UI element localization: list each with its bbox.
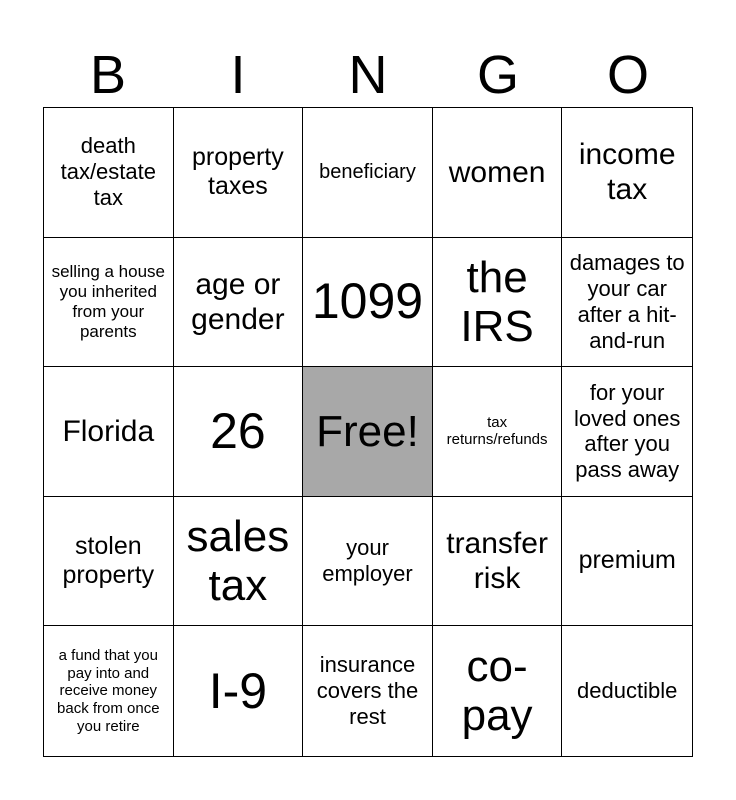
header-letter-n: N <box>348 45 388 105</box>
bingo-header <box>43 42 693 108</box>
bingo-cell[interactable]: insurance covers the rest <box>303 626 433 756</box>
bingo-cell[interactable]: co-pay <box>433 626 563 756</box>
bingo-cell[interactable]: I-9 <box>174 626 304 756</box>
bingo-cell[interactable]: your employer <box>303 497 433 627</box>
bingo-cell[interactable]: 1099 <box>303 238 433 368</box>
bingo-cell[interactable]: sales tax <box>174 497 304 627</box>
bingo-cell[interactable]: death tax/estate tax <box>44 108 174 238</box>
bingo-cell[interactable]: transfer risk <box>433 497 563 627</box>
bingo-cell[interactable]: age or gender <box>174 238 304 368</box>
bingo-cell[interactable]: women <box>433 108 563 238</box>
header-letter-g: G <box>476 45 519 105</box>
bingo-cell[interactable]: stolen property <box>44 497 174 627</box>
free-space-cell[interactable]: Free! <box>303 367 433 497</box>
bingo-cell[interactable]: property taxes <box>174 108 304 238</box>
bingo-cell[interactable]: income tax <box>562 108 692 238</box>
header-letter-b: B <box>89 45 127 105</box>
bingo-cell[interactable]: premium <box>562 497 692 627</box>
bingo-board <box>43 107 693 757</box>
bingo-cell[interactable]: damages to your car after a hit-and-run <box>562 238 692 368</box>
header-letter-i: I <box>230 45 246 105</box>
bingo-cell[interactable]: selling a house you inherited from your parents <box>44 238 174 368</box>
bingo-cell[interactable]: for your loved ones after you pass away <box>562 367 692 497</box>
bingo-cell[interactable]: Florida <box>44 367 174 497</box>
bingo-cell[interactable]: deductible <box>577 678 678 704</box>
bingo-cell[interactable]: beneficiary <box>303 108 433 238</box>
header-letter-o: O <box>606 45 649 105</box>
bingo-cell[interactable]: 26 <box>174 367 304 497</box>
bingo-cell[interactable]: tax returns/refunds <box>433 367 563 497</box>
bingo-cell[interactable]: the IRS <box>433 238 563 368</box>
bingo-cell[interactable]: a fund that you pay into and receive money back from once you retire <box>44 626 174 756</box>
